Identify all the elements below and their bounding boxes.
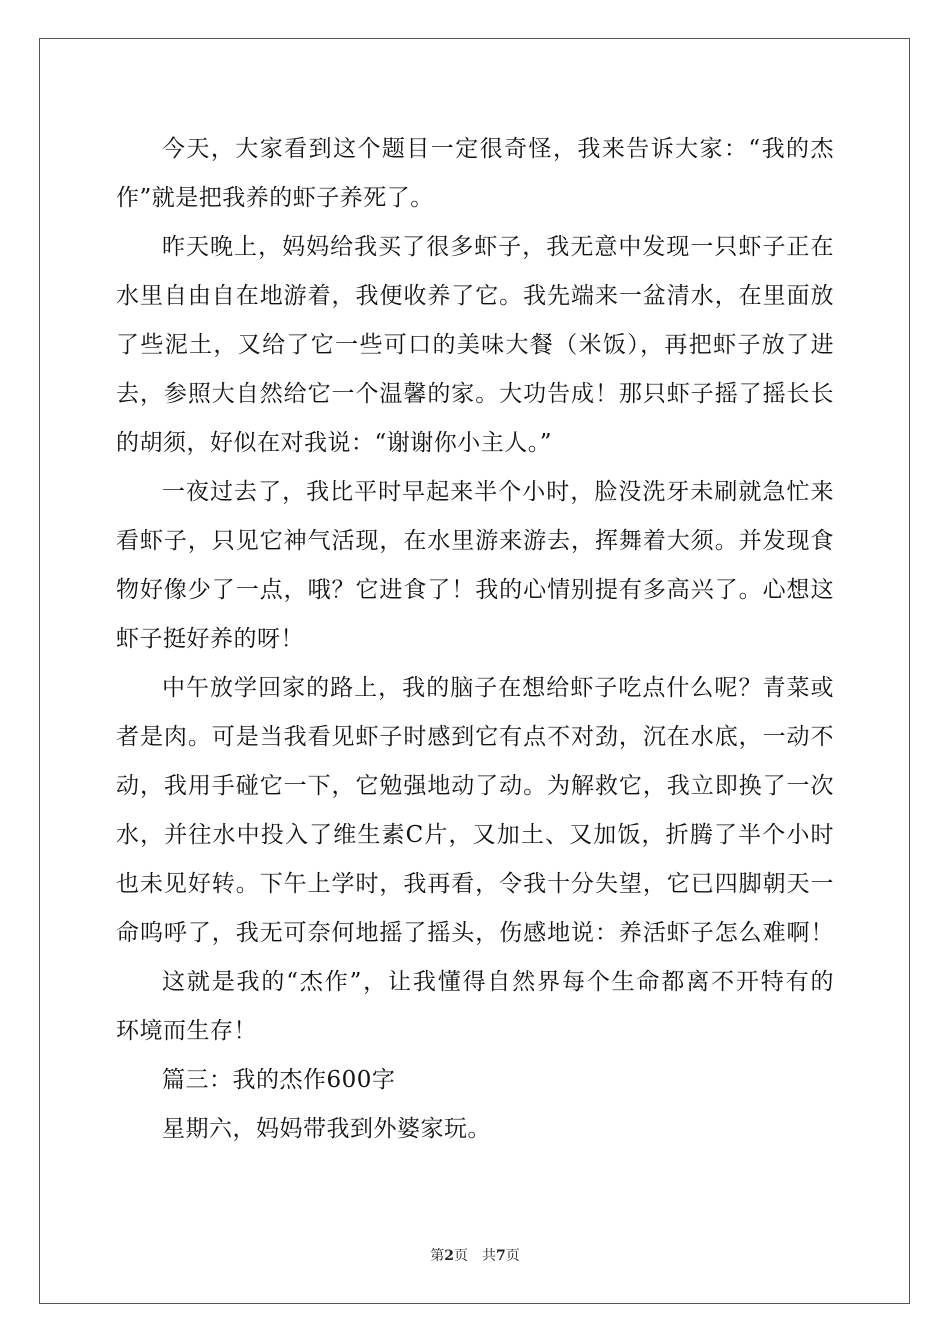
document-body xyxy=(116,125,834,1154)
text-line: 的胡须，好似在对我说：“谢谢你小主人。” xyxy=(116,430,553,456)
text-line: 也未见好转。下午上学时，我再看，令我十分失望，它已四脚朝天一 xyxy=(116,871,834,897)
text-line: 动，我用手碰它一下，它勉强地动了动。为解救它，我立即换了一次 xyxy=(116,773,834,799)
text-line: 水，并往水中投入了维生素C片，又加土、又加饭，折腾了半个小时 xyxy=(116,822,834,848)
page-prefix: 第 xyxy=(430,1248,445,1264)
paragraph-noon xyxy=(116,664,834,958)
text-line: 去，参照大自然给它一个温馨的家。大功告成！那只虾子摇了摇长长 xyxy=(116,381,834,407)
total-suffix: 页 xyxy=(505,1248,520,1264)
text-line: 一夜过去了，我比平时早起来半个小时，脸没洗牙未刷就急忙来 xyxy=(162,479,834,505)
page-suffix: 页 xyxy=(454,1248,468,1264)
paragraph-next-morning xyxy=(116,468,834,664)
paragraph-saturday xyxy=(116,1105,834,1154)
paragraph-intro xyxy=(116,125,834,223)
paragraph-yesterday xyxy=(116,223,834,468)
paragraph-conclusion xyxy=(116,958,834,1056)
text-line: 物好像少了一点，哦？它进食了！我的心情别提有多高兴了。心想这 xyxy=(116,577,834,603)
text-line: 今天，大家看到这个题目一定很奇怪，我来告诉大家：“我的杰 xyxy=(162,136,834,162)
text-line: 星期六，妈妈带我到外婆家玩。 xyxy=(162,1116,491,1142)
text-line: 作”就是把我养的虾子养死了。 xyxy=(116,185,434,211)
text-line: 水里自由自在地游着，我便收养了它。我先端来一盆清水，在里面放 xyxy=(116,283,834,309)
page-footer xyxy=(0,1245,950,1265)
text-line: 环境而生存！ xyxy=(116,1018,257,1044)
page-number: 2 xyxy=(444,1248,454,1264)
text-line: 命呜呼了，我无可奈何地摇了摇头，伤感地说：养活虾子怎么难啊！ xyxy=(116,920,834,946)
heading-line: 篇三：我的杰作600字 xyxy=(162,1067,396,1093)
text-line: 了些泥土，又给了它一些可口的美味大餐（米饭），再把虾子放了进 xyxy=(116,332,834,358)
text-line: 这就是我的“杰作”，让我懂得自然界每个生命都离不开特有的 xyxy=(162,969,834,995)
text-line: 虾子挺好养的呀！ xyxy=(116,626,304,652)
total-prefix: 共 xyxy=(482,1248,496,1264)
total-pages: 7 xyxy=(496,1248,506,1264)
text-line: 中午放学回家的路上，我的脑子在想给虾子吃点什么呢？青菜或 xyxy=(162,675,834,701)
text-line: 者是肉。可是当我看见虾子时感到它有点不对劲，沉在水底，一动不 xyxy=(116,724,834,750)
text-line: 昨天晚上，妈妈给我买了很多虾子，我无意中发现一只虾子正在 xyxy=(162,234,834,260)
section-heading xyxy=(116,1056,834,1105)
text-line: 看虾子，只见它神气活现，在水里游来游去，挥舞着大须。并发现食 xyxy=(116,528,834,554)
